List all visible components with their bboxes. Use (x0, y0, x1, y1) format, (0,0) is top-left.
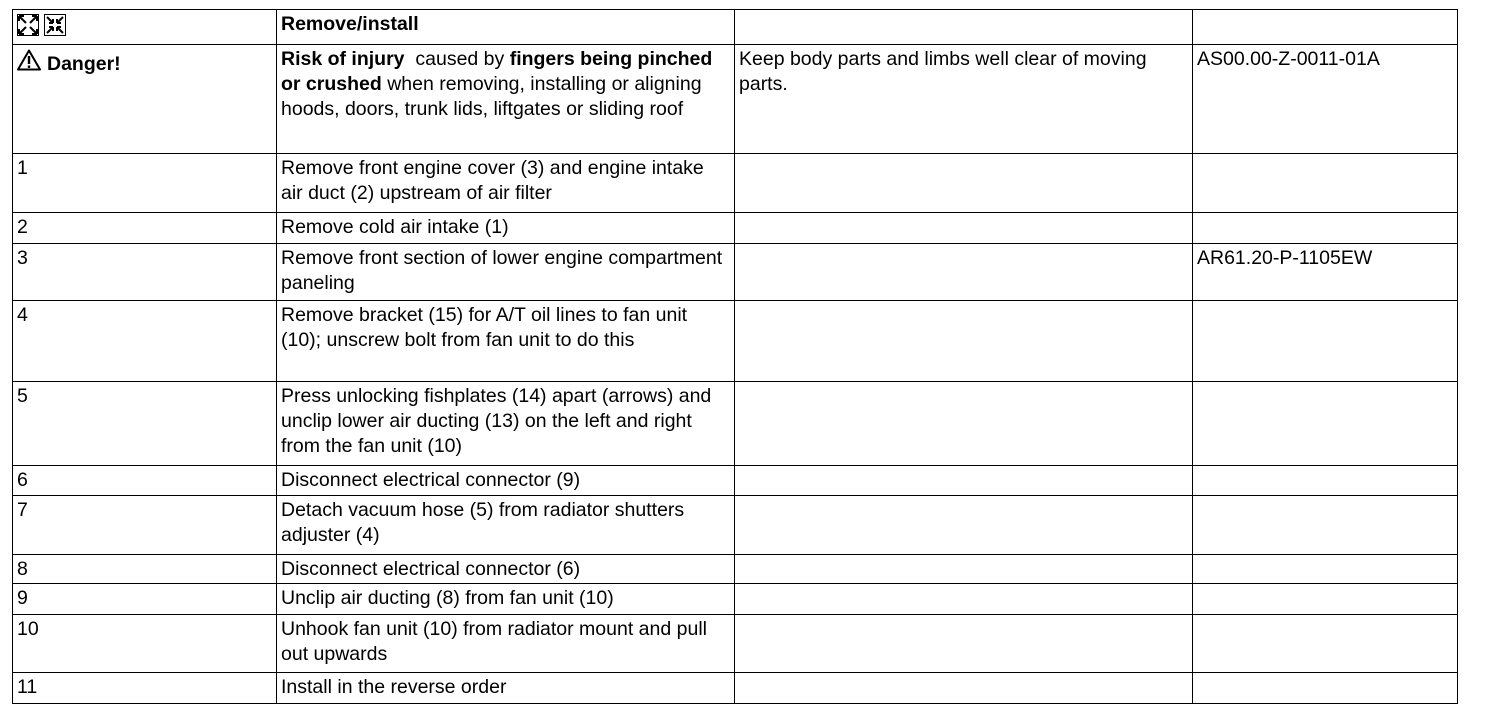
step-reference[interactable]: AR61.20-P-1105EW (1193, 244, 1458, 301)
step-note (735, 244, 1193, 301)
step-row (13, 584, 1458, 615)
step-number: 3 (13, 244, 277, 301)
step-reference (1193, 555, 1458, 584)
danger-label: Danger! (47, 53, 121, 75)
step-row (13, 213, 1458, 244)
step-reference (1193, 301, 1458, 382)
step-row (13, 466, 1458, 496)
step-row (13, 496, 1458, 555)
step-row (13, 673, 1458, 704)
step-number: 10 (13, 615, 277, 673)
step-text: Remove front section of lower engine compartment paneling (277, 244, 735, 301)
risk-text: caused by (415, 48, 505, 70)
step-text: Unhook fan unit (10) from radiator mount and pull out upwards (277, 615, 735, 673)
collapse-icon[interactable] (44, 14, 66, 36)
step-reference (1193, 154, 1458, 213)
risk-bold-text: Risk of injury (281, 48, 405, 70)
step-note (735, 673, 1193, 704)
step-reference (1193, 615, 1458, 673)
step-note (735, 555, 1193, 584)
step-text: Remove front engine cover (3) and engine intake air duct (2) upstream of air filter (277, 154, 735, 213)
header-row (13, 10, 1458, 45)
step-row (13, 154, 1458, 213)
step-row (13, 301, 1458, 382)
step-note (735, 584, 1193, 615)
step-text: Detach vacuum hose (5) from radiator shutters adjuster (4) (277, 496, 735, 555)
step-text: Press unlocking fishplates (14) apart (arrows) and unclip lower air ducting (13) on the left and right from the fan unit (10) (277, 382, 735, 466)
step-number: 4 (13, 301, 277, 382)
step-row (13, 555, 1458, 584)
step-reference (1193, 466, 1458, 496)
step-number: 1 (13, 154, 277, 213)
step-number: 7 (13, 496, 277, 555)
step-number: 9 (13, 584, 277, 615)
header-empty-cell (735, 10, 1193, 45)
step-text: Disconnect electrical connector (9) (277, 466, 735, 496)
warning-triangle-icon (17, 49, 41, 71)
step-row (13, 382, 1458, 466)
step-reference (1193, 213, 1458, 244)
danger-reference[interactable]: AS00.00-Z-0011-01A (1193, 45, 1458, 154)
step-note (735, 154, 1193, 213)
step-number: 5 (13, 382, 277, 466)
step-text: Install in the reverse order (277, 673, 735, 704)
step-note (735, 466, 1193, 496)
step-row (13, 244, 1458, 301)
step-reference (1193, 673, 1458, 704)
step-note (735, 496, 1193, 555)
step-number: 11 (13, 673, 277, 704)
risk-text: when removing, installing or aligning hoods, doors, trunk lids, liftgates or sliding roof (281, 73, 702, 120)
danger-measure: Keep body parts and limbs well clear of moving parts. (735, 45, 1193, 154)
header-icons-cell (13, 10, 277, 45)
step-text: Unclip air ducting (8) from fan unit (10) (277, 584, 735, 615)
risk-bold-text: fingers being pinched or crushed (281, 48, 713, 95)
step-note (735, 213, 1193, 244)
procedure-table (12, 9, 1458, 704)
step-number: 6 (13, 466, 277, 496)
step-text: Disconnect electrical connector (6) (277, 555, 735, 584)
step-number: 2 (13, 213, 277, 244)
expand-icon[interactable] (17, 14, 39, 36)
step-reference (1193, 496, 1458, 555)
step-row (13, 615, 1458, 673)
danger-description (277, 45, 735, 154)
danger-row (13, 45, 1458, 154)
step-text: Remove bracket (15) for A/T oil lines to fan unit (10); unscrew bolt from fan unit to do this (277, 301, 735, 382)
header-empty-cell (1193, 10, 1458, 45)
step-reference (1193, 382, 1458, 466)
step-text: Remove cold air intake (1) (277, 213, 735, 244)
step-note (735, 382, 1193, 466)
step-note (735, 301, 1193, 382)
header-title: Remove/install (277, 10, 735, 45)
step-reference (1193, 584, 1458, 615)
step-number: 8 (13, 555, 277, 584)
danger-cell (13, 45, 277, 154)
step-note (735, 615, 1193, 673)
